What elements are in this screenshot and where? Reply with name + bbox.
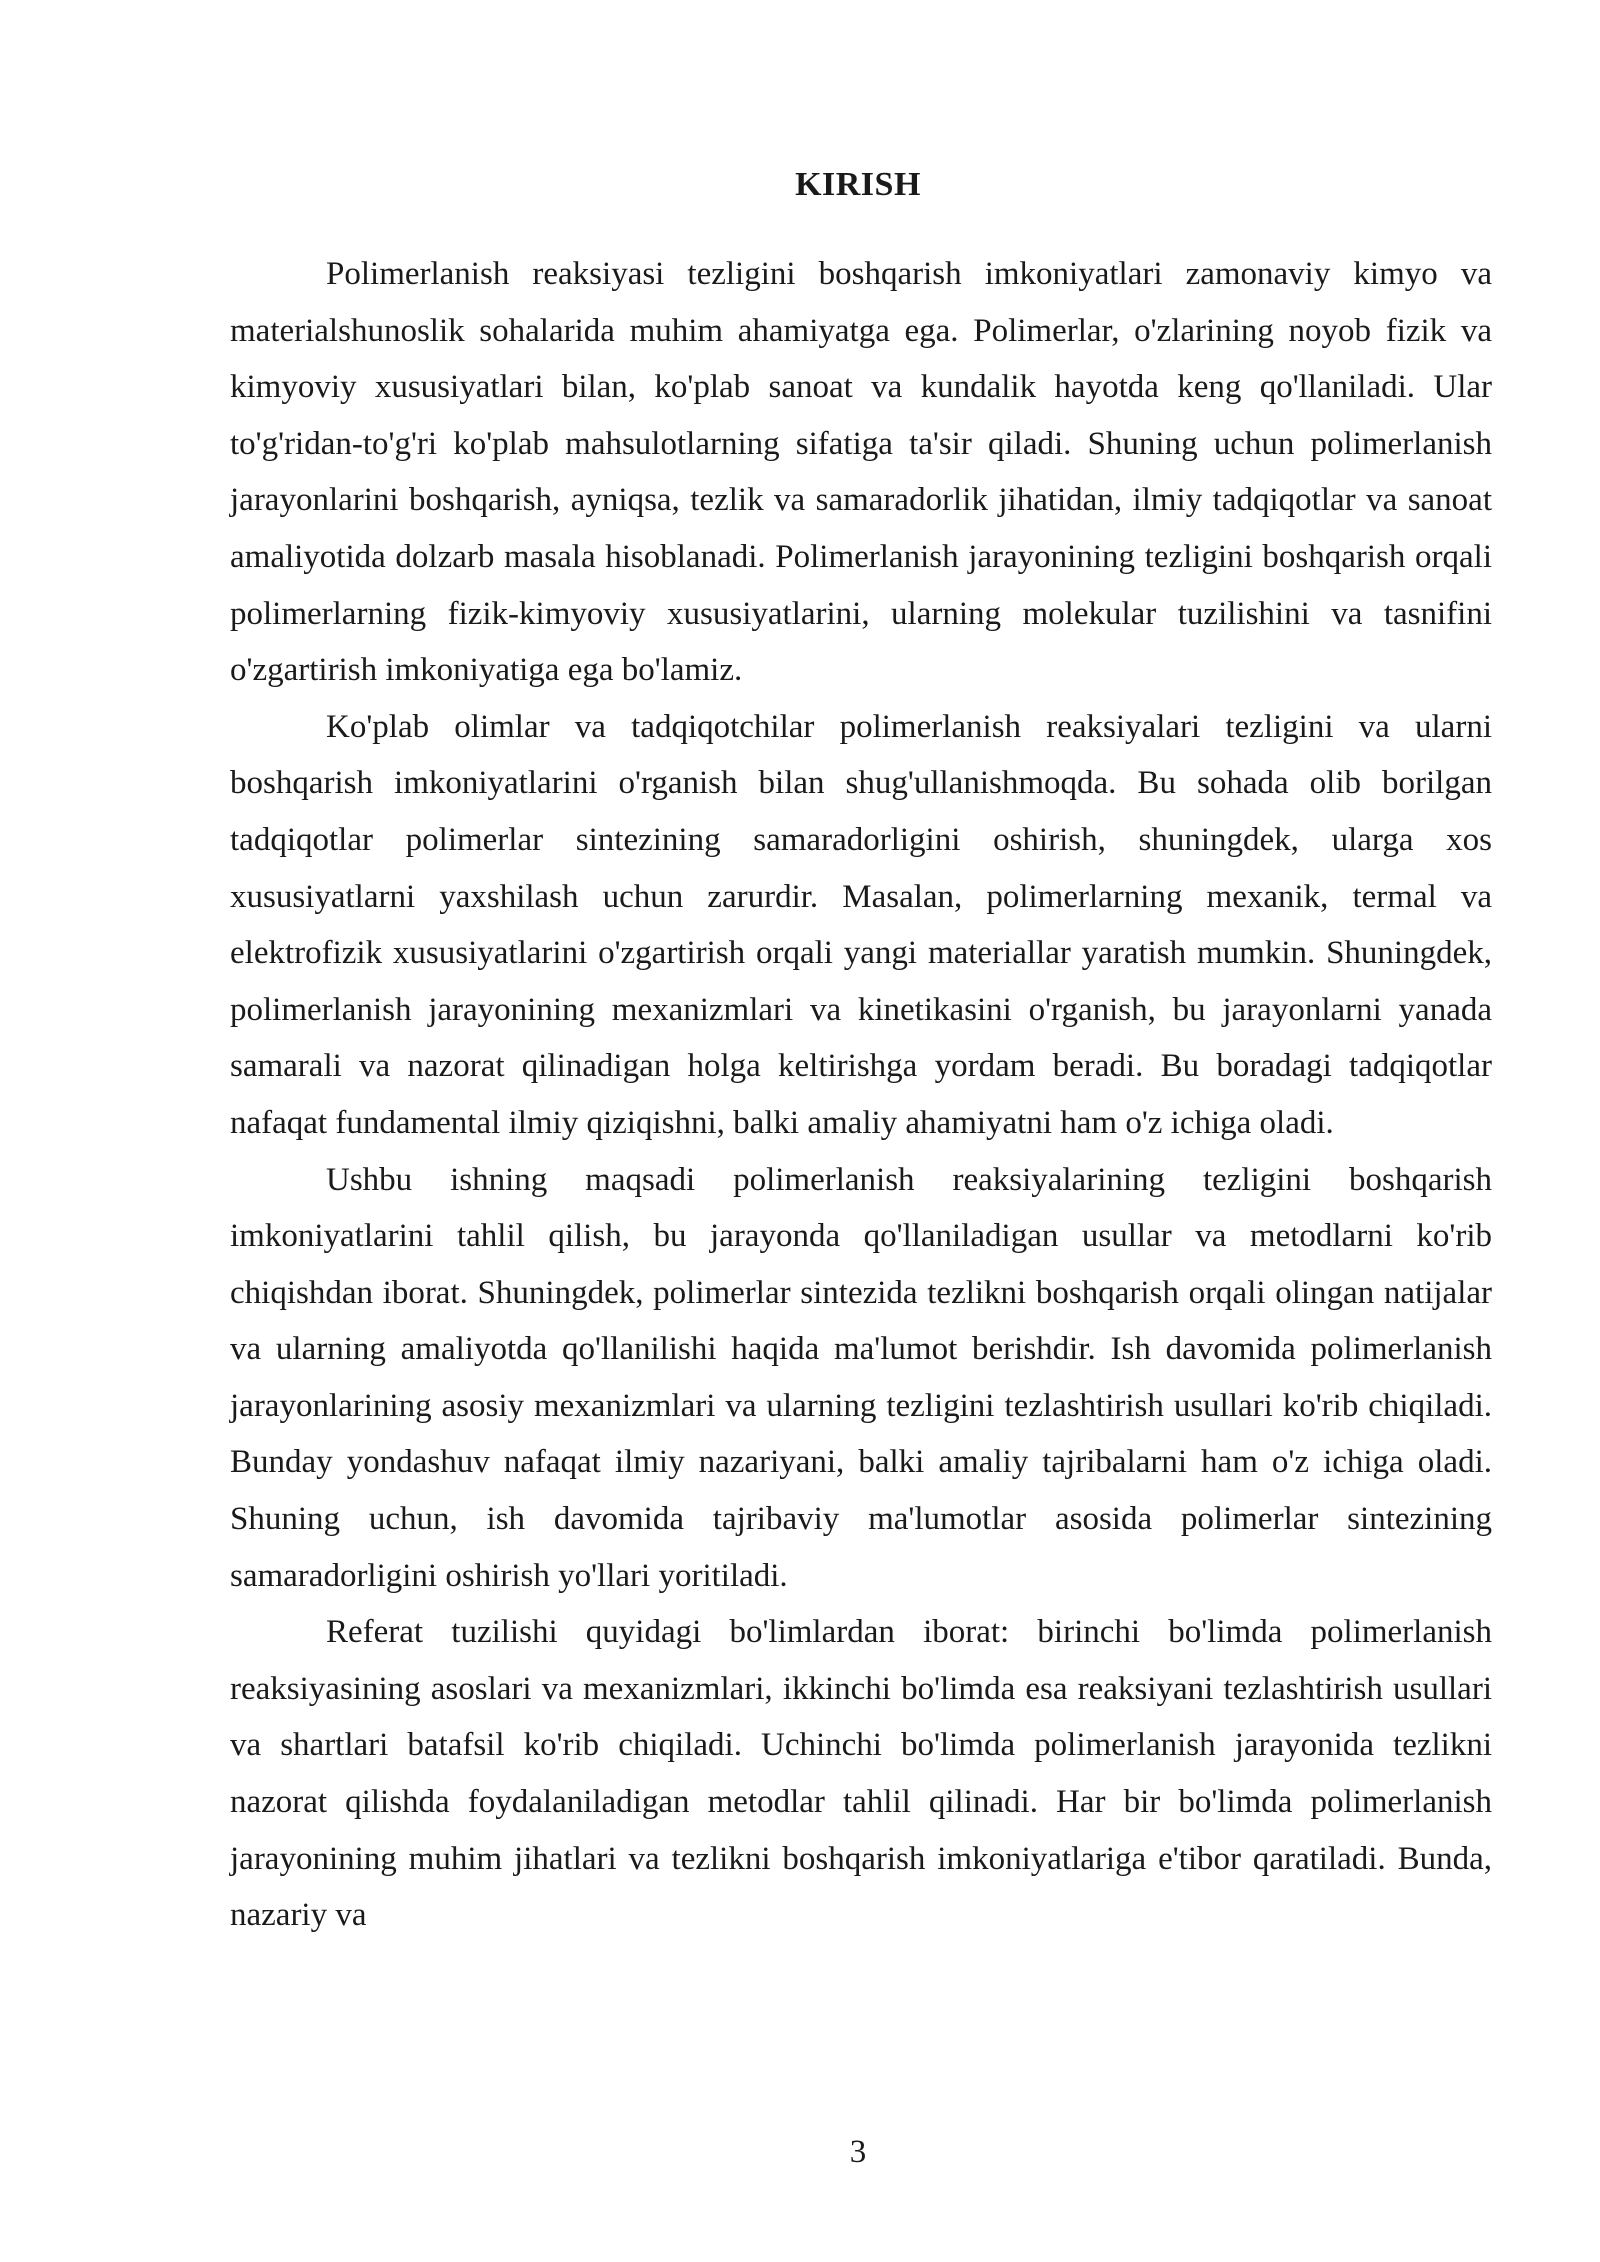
paragraph: Ushbu ishning maqsadi polimerlanish reaksiyalarining tezligini boshqarish imkoniyatlarini tahlil qilish, bu jarayonda qo'llaniladigan usullar va metodlarni ko'rib chiqishdan iborat. Shuningdek, polimerlar sintezida tezlikni boshqarish orqali olingan natijalar va ularning amaliyotda qo'llanilishi haqida ma'lumot berishdir. Ish davomida polimerlanish jarayonlarining asosiy mexanizmlari va ularning tezligini tezlashtirish usullari ko'rib chiqiladi. Bunday yondashuv nafaqat ilmiy nazariyani, balki amaliy tajribalarni ham o'z ichiga oladi. Shuning uchun, ish davomida tajribaviy ma'lumotlar asosida polimerlar sintezining samaradorligini oshirish yo'llari yoritiladi. <box>230 1161 1492 1594</box>
page-number: 3 <box>849 2134 867 2170</box>
paragraph: Polimerlanish reaksiyasi tezligini boshqarish imkoniyatlari zamonaviy kimyo va materialshunoslik sohalarida muhim ahamiyatga ega. Polimerlar, o'zlarining noyob fizik va kimyoviy xususiyatlari bilan, ko'plab sanoat va kundalik hayotda keng qo'llaniladi. Ular to'g'ridan-to'g'ri ko'plab mahsulotlarning sifatiga ta'sir qiladi. Shuning uchun polimerlanish jarayonlarini boshqarish, ayniqsa, tezlik va samaradorlik jihatidan, ilmiy tadqiqotlar va sanoat amaliyotida dolzarb masala hisoblanadi. Polimerlanish jarayonining tezligini boshqarish orqali polimerlarning fizik-kimyoviy xususiyatlarini, ularning molekular tuzilishini va tasnifini o'zgartirish imkoniyatiga ega bo'lamiz. <box>230 256 1492 689</box>
body-text <box>230 246 1492 1944</box>
paragraph: Referat tuzilishi quyidagi bo'limlardan iborat: birinchi bo'limda polimerlanish reaksiyasining asoslari va mexanizmlari, ikkinchi bo'limda esa reaksiyani tezlashtirish usullari va shartlari batafsil ko'rib chiqiladi. Uchinchi bo'limda polimerlanish jarayonida tezlikni nazorat qilishda foydalaniladigan metodlar tahlil qilinadi. Har bir bo'limda polimerlanish jarayonining muhim jihatlari va tezlikni boshqarish imkoniyatlariga e'tibor qaratiladi. Bunda, nazariy va <box>230 1614 1492 1934</box>
section-heading: KIRISH <box>795 166 921 203</box>
paragraph: Ko'plab olimlar va tadqiqotchilar polimerlanish reaksiyalari tezligini va ularni boshqarish imkoniyatlarini o'rganish bilan shug'ullanishmoqda. Bu sohada olib borilgan tadqiqotlar polimerlar sintezining samaradorligini oshirish, shuningdek, ularga xos xususiyatlarni yaxshilash uchun zarurdir. Masalan, polimerlarning mexanik, termal va elektrofizik xususiyatlarini o'zgartirish orqali yangi materiallar yaratish mumkin. Shuningdek, polimerlanish jarayonining mexanizmlari va kinetikasini o'rganish, bu jarayonlarni yanada samarali va nazorat qilinadigan holga keltirishga yordam beradi. Bu boradagi tadqiqotlar nafaqat fundamental ilmiy qiziqishni, balki amaliy ahamiyatni ham o'z ichiga oladi. <box>230 708 1492 1141</box>
